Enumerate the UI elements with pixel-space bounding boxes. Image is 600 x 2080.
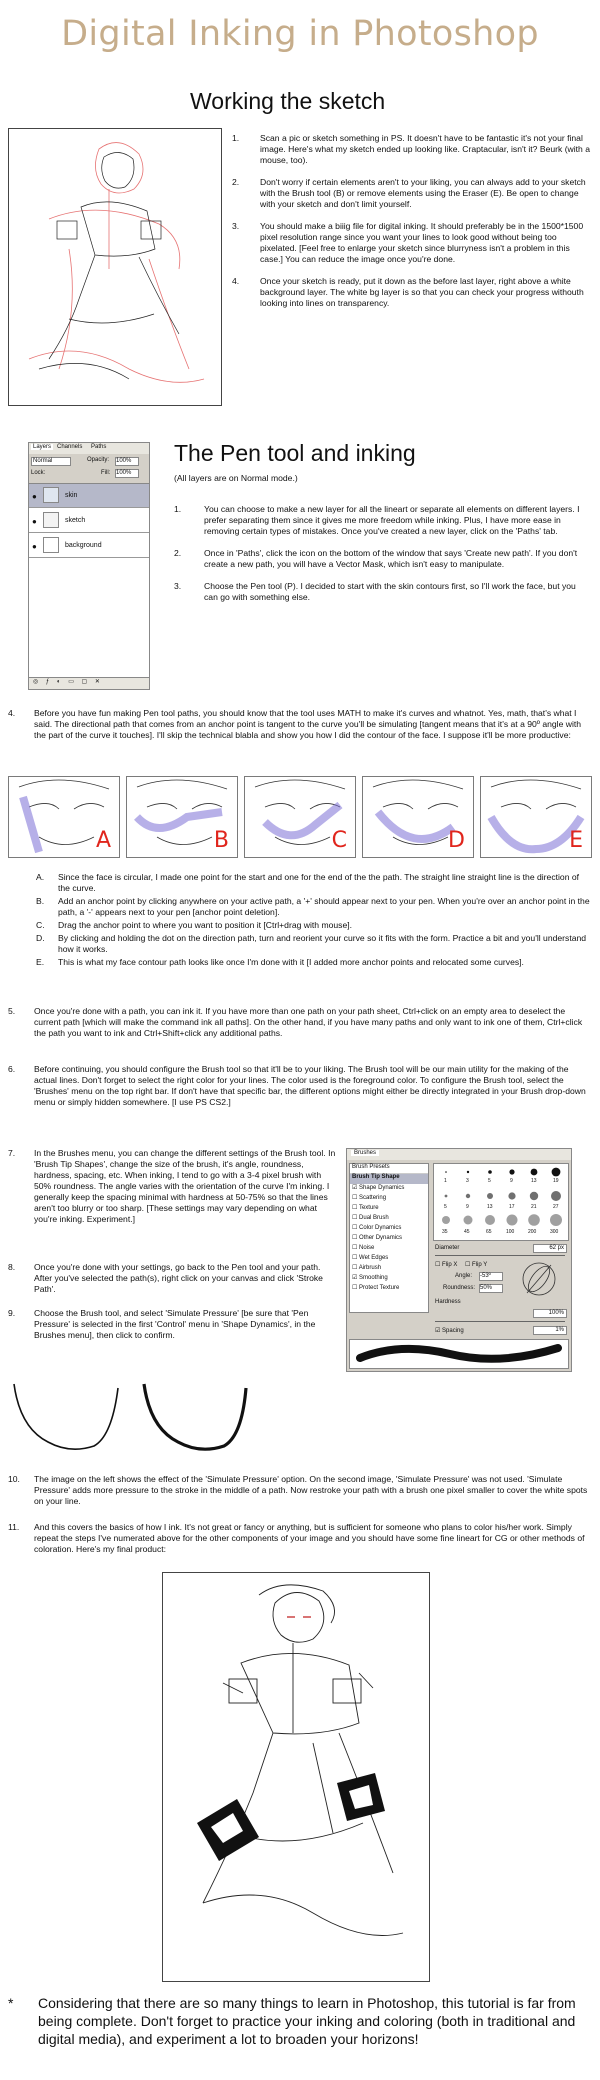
noise-item[interactable]: ☐ Noise xyxy=(352,1245,375,1251)
color-dynamics-item[interactable]: ☐ Color Dynamics xyxy=(352,1225,402,1231)
step-10 xyxy=(8,1474,592,1507)
tab-brushes[interactable]: Brushes xyxy=(351,1150,379,1156)
step-number: 4. xyxy=(232,276,240,286)
step-text: And this covers the basics of how I ink. It's not great or fancy or anything, but is sufficient for someone who plans to color his/her work. Simply repeat the steps I've numerated above for the other components of your image and you should have some fine lineart for CG or other methods of coloration. Here's my final product: xyxy=(34,1522,585,1554)
layer-thumbnail xyxy=(43,487,59,503)
flip-x-checkbox[interactable]: ☐ Flip X xyxy=(435,1262,458,1268)
brush-angle-control[interactable] xyxy=(521,1261,557,1297)
layer-name: background xyxy=(65,542,102,549)
step-text: Scan a pic or sketch something in PS. It doesn't have to be fantastic it's not your final image. Here's what my sketch ended up looking like. Craptacular, isn't it? Beurk (with a mouse, too). xyxy=(260,133,590,165)
sub-step-letter: C. xyxy=(36,920,45,930)
diameter-input[interactable]: 62 px xyxy=(533,1244,567,1253)
spacing-input[interactable]: 1% xyxy=(533,1326,567,1335)
sub-step-e xyxy=(36,957,592,968)
strip-panel-b xyxy=(126,776,238,858)
pen-step-2 xyxy=(174,548,592,570)
option-label: Wet Edges xyxy=(359,1255,389,1261)
step-number: 10. xyxy=(8,1474,20,1484)
opacity-input[interactable]: 100% xyxy=(115,457,139,466)
sub-step-letter: E. xyxy=(36,957,45,967)
strip-letter-a: A xyxy=(95,828,111,853)
roundness-input[interactable]: 50% xyxy=(479,1284,503,1293)
strip-letter-e: E xyxy=(569,828,583,853)
step-text: Don't worry if certain elements aren't to your liking, you can always add to your sketch with the Brush tool (B) or remove elements using the Eraser (E). Be open to change with your sketch and don't limit yourself. xyxy=(260,177,586,209)
sub-step-b xyxy=(36,896,592,918)
protect-texture-item[interactable]: ☐ Protect Texture xyxy=(352,1285,400,1291)
option-label: Color Dynamics xyxy=(359,1225,402,1231)
layers-list xyxy=(29,483,149,679)
step-6 xyxy=(8,1064,592,1108)
strip-letter-c: C xyxy=(331,828,347,853)
pen-note: (All layers are on Normal mode.) xyxy=(174,473,298,483)
angle-label: Angle: xyxy=(455,1273,473,1279)
panel-footer-icons[interactable]: ◎ ƒ ◐ ▭ ▢ ✕ xyxy=(33,679,103,685)
step-text: Choose the Brush tool, and select 'Simulate Pressure' [be sure that 'Pen Pressure' is selected in the first 'Control' menu in 'Shape Dynamics', in the Brushes menu], then click to confirm. xyxy=(34,1308,316,1340)
strip-panel-c xyxy=(244,776,356,858)
bullet: * xyxy=(8,1995,14,2011)
step-number: 4. xyxy=(8,708,16,718)
step-text: You can choose to make a new layer for all the lineart or separate all elements on different layers. I prefer separating them since it gives me more freedom while inking. Plus, I have more ease in removing certain types of mistakes. Once you've created a new layer, click on the 'Paths' tab. xyxy=(204,504,580,536)
final-note-text: Considering that there are so many things to learn in Photoshop, this tutorial is far from being complete. Don't forget to practice your inking and coloring (both in traditional and digital media), and experiment a lot to broaden your horizons! xyxy=(38,1995,576,2047)
brush-size-label: 200 xyxy=(528,1229,537,1235)
layer-row-skin[interactable] xyxy=(29,484,149,508)
brush-size-label: 9 xyxy=(466,1204,469,1210)
tab-channels[interactable]: Channels xyxy=(57,444,83,450)
stroke-comparison xyxy=(8,1380,248,1464)
stroke-without-pressure xyxy=(144,1384,246,1449)
step-4 xyxy=(8,708,592,741)
step-7 xyxy=(8,1148,340,1225)
spacing-label: Spacing xyxy=(442,1328,464,1334)
option-label: Shape Dynamics xyxy=(359,1185,405,1191)
tab-layers[interactable]: Layers xyxy=(33,444,52,450)
fill-label: Fill: xyxy=(101,470,111,476)
step-text: You should make a biiig file for digital inking. It should preferably be in the 1500*1500 pixel resolution range since you want your lines to look good without being too pixelated. [Feel free to enlarge your sketch since blurryness isn't a problem in this case.] You can reduce the image once you're done. xyxy=(260,221,584,264)
roundness-label: Roundness: xyxy=(443,1285,476,1291)
brush-size-label: 300 xyxy=(550,1229,559,1235)
layer-row-background[interactable] xyxy=(29,534,149,558)
step-number: 8. xyxy=(8,1262,16,1272)
step-number: 1. xyxy=(174,504,182,514)
page-title: Digital Inking in Photoshop xyxy=(61,14,539,54)
strip-panel-e xyxy=(480,776,592,858)
brush-size-label: 13 xyxy=(487,1204,493,1210)
opacity-label: Opacity: xyxy=(87,457,110,463)
sketch-step-3 xyxy=(232,221,592,265)
sketch-step-1 xyxy=(232,133,592,166)
option-label: Texture xyxy=(358,1205,379,1211)
option-label: Smoothing xyxy=(359,1275,388,1281)
step-number: 7. xyxy=(8,1148,16,1158)
final-note xyxy=(8,1994,592,2048)
lock-label: Lock: xyxy=(31,470,46,476)
brush-size-label: 100 xyxy=(506,1229,515,1235)
step-9 xyxy=(8,1308,340,1341)
brush-size-label: 19 xyxy=(553,1178,559,1184)
brush-size-label: 27 xyxy=(553,1204,559,1210)
option-label: Scattering xyxy=(359,1195,387,1201)
step-text: Once your sketch is ready, put it down as the before last layer, right above a white background layer. The white bg layer is so that you can check your progress withouth looking into lines on transparency. xyxy=(260,276,584,308)
section-heading-pen: The Pen tool and inking xyxy=(174,440,416,466)
fill-input[interactable]: 100% xyxy=(115,469,139,478)
other-dynamics-item[interactable]: ☐ Other Dynamics xyxy=(352,1235,403,1241)
step-number: 6. xyxy=(8,1064,16,1074)
layer-name: skin xyxy=(65,492,78,499)
layers-panel xyxy=(28,442,150,690)
sketch-steps xyxy=(232,133,592,309)
step-11 xyxy=(8,1522,592,1555)
airbrush-item[interactable]: ☐ Airbrush xyxy=(352,1265,382,1271)
sub-step-d xyxy=(36,933,592,955)
step-number: 3. xyxy=(232,221,240,231)
brush-size-label: 65 xyxy=(486,1229,492,1235)
strip-panel-d xyxy=(362,776,474,858)
eye-icon[interactable]: ● xyxy=(32,492,37,501)
pen-steps xyxy=(174,504,592,603)
layers-panel-tabs xyxy=(29,443,149,454)
flip-y-label: Flip Y xyxy=(472,1262,488,1268)
sub-step-a xyxy=(36,872,592,894)
diameter-slider[interactable] xyxy=(435,1255,565,1256)
diameter-label: Diameter xyxy=(435,1245,460,1251)
step-number: 5. xyxy=(8,1006,16,1016)
step-number: 11. xyxy=(8,1522,20,1532)
sketch-step-4 xyxy=(232,276,592,309)
step-number: 9. xyxy=(8,1308,16,1318)
eye-icon[interactable]: ● xyxy=(32,517,37,526)
path-sub-steps xyxy=(36,872,592,968)
step-text: Once you're done with a path, you can ink it. If you have more than one path on your path sheet, Ctrl+click on an empty area to deselect the current path [which will make the command ink all paths]. On the other hand, if you have many paths and only want to ink one of them, Ctrl+click the path you want to ink and Ctrl+Shift+click any additional paths. xyxy=(34,1006,583,1038)
brush-tip-grid[interactable] xyxy=(433,1163,569,1241)
tab-paths[interactable]: Paths xyxy=(91,444,107,450)
texture-item[interactable]: ☐ Texture xyxy=(352,1205,379,1211)
blend-mode-select[interactable]: Normal xyxy=(31,457,71,466)
layer-thumbnail xyxy=(43,512,59,528)
brush-size-label: 45 xyxy=(464,1229,470,1235)
step-8 xyxy=(8,1262,340,1295)
hardness-input[interactable]: 100% xyxy=(533,1309,567,1318)
layer-row-sketch[interactable] xyxy=(29,509,149,533)
brush-settings-list xyxy=(349,1163,429,1313)
strip-letter-d: D xyxy=(448,828,465,853)
step-text: In the Brushes menu, you can change the different settings of the Brush tool. In 'Brush Tip Shapes', change the size of the brush, it's angle, roundness, hardness, spacing, etc. When inking, I tend to go with a 3-4 pixel brush with 50% roundness. The angle varies with the orientation of the curve I'm inking. I generally keep the spacing minimal with hardness at 50-75% so that the lines aren't too blurry or too sharp. [These settings may vary depending on what you're inking. Experiment.] xyxy=(34,1148,336,1224)
sketch-image xyxy=(8,128,222,406)
strip-panel-a xyxy=(8,776,120,858)
step-5 xyxy=(8,1006,592,1039)
step-number: 2. xyxy=(232,177,240,187)
sub-step-text: Since the face is circular, I made one point for the start and one for the end of the the path. The straight line straight line is the direction of the curve. xyxy=(58,872,580,893)
brush-size-label: 5 xyxy=(444,1204,447,1210)
dual-brush-item[interactable]: ☐ Dual Brush xyxy=(352,1215,389,1221)
strip-letter-b: B xyxy=(213,828,229,853)
step-text: Once in 'Paths', click the icon on the bottom of the window that says 'Create new path'. If you don't create a new path, you will have a Vector Mask, which isn't easy to manipulate. xyxy=(204,548,578,569)
brush-size-label: 17 xyxy=(509,1204,515,1210)
brush-stroke-preview xyxy=(349,1339,569,1369)
option-label: Noise xyxy=(359,1245,375,1251)
eye-icon[interactable]: ● xyxy=(32,542,37,551)
final-lineart-image xyxy=(162,1572,430,1982)
hardness-label: Hardness xyxy=(435,1299,461,1305)
step-number: 1. xyxy=(232,133,240,143)
step-number: 3. xyxy=(174,581,182,591)
brushes-panel xyxy=(346,1148,572,1372)
path-steps-strip xyxy=(8,776,592,858)
layer-name: sketch xyxy=(65,517,86,524)
scattering-item[interactable]: ☐ Scattering xyxy=(352,1195,387,1201)
sketch-step-2 xyxy=(232,177,592,210)
sub-step-letter: B. xyxy=(36,896,45,906)
option-label: Protect Texture xyxy=(359,1285,400,1291)
step-text: The image on the left shows the effect of the 'Simulate Pressure' option. On the second image, 'Simulate Pressure' was not used. 'Simulate Pressure' adds more pressure to the stroke in the middle of a path. Now restroke your path with a brush one pixel smaller to cover the white spots on your line. xyxy=(34,1474,588,1506)
pen-step-3 xyxy=(174,581,592,603)
sub-step-letter: D. xyxy=(36,933,45,943)
brush-size-label: 35 xyxy=(442,1229,448,1235)
layers-panel-footer xyxy=(29,677,149,689)
sub-step-c xyxy=(36,920,592,931)
step-text: Before you have fun making Pen tool paths, you should know that the tool uses MATH to make it's curves and whatnot. Yes, math, that's what I said. The directional path that comes from an anchor point is tangent to the curve you'll be simulating [tangent means that it's at a 90º angle with the part of the curve it touches]. I'll skip the technical blabla and show you how I did the contour of the face. I suppose it'll be more productive: xyxy=(34,708,582,740)
brush-size-label: 3 xyxy=(466,1178,469,1184)
sub-step-letter: A. xyxy=(36,872,45,882)
sub-step-text: Add an anchor point by clicking anywhere on your active path, a '+' should appear next to your pen. When you're over an anchor point in the path, a '-' appears next to your pen [anchor point deletion]. xyxy=(58,896,590,917)
step-text: Before continuing, you should configure the Brush tool so that it'll be to your liking. The Brush tool will be our main utility for the making of the actual lines. Don't forget to select the right color for your lines. The color used is the foreground color. To configure the Brush tool, select the 'Brushes' menu on the top right bar. If don't have that specific bar, the different options might either be directly integrated in your Brush drop-down menu or simply hidden somewhere. [I use PS CS2.] xyxy=(34,1064,586,1107)
brushes-panel-tab xyxy=(347,1149,571,1160)
brush-size-label: 21 xyxy=(531,1204,537,1210)
flip-x-label: Flip X xyxy=(442,1262,458,1268)
shape-dynamics-item[interactable]: ☑ Shape Dynamics xyxy=(352,1185,405,1191)
wet-edges-item[interactable]: ☐ Wet Edges xyxy=(352,1255,389,1261)
angle-input[interactable]: -53º xyxy=(479,1272,503,1281)
smoothing-item[interactable]: ☑ Smoothing xyxy=(352,1275,388,1281)
brush-tip-shape-item[interactable]: Brush Tip Shape xyxy=(350,1174,428,1184)
brush-size-label: 9 xyxy=(510,1178,513,1184)
flip-y-checkbox[interactable]: ☐ Flip Y xyxy=(465,1262,488,1268)
sub-step-text: By clicking and holding the dot on the direction path, turn and reorient your curve so it fits with the form. Practice a bit and you'll understand how it works. xyxy=(58,933,587,954)
step-text: Choose the Pen tool (P). I decided to start with the skin contours first, so I'll work the face, but you can go with something else. xyxy=(204,581,576,602)
spacing-checkbox[interactable]: ☑ Spacing xyxy=(435,1328,464,1334)
brush-size-label: 13 xyxy=(531,1178,537,1184)
brush-size-label: 1 xyxy=(444,1178,447,1184)
option-label: Dual Brush xyxy=(359,1215,389,1221)
option-label: Other Dynamics xyxy=(359,1235,403,1241)
step-number: 2. xyxy=(174,548,182,558)
sub-step-text: Drag the anchor point to where you want to position it [Ctrl+drag with mouse]. xyxy=(58,920,353,930)
pen-step-1 xyxy=(174,504,592,537)
option-label: Airbrush xyxy=(358,1265,382,1271)
brush-size-label: 5 xyxy=(488,1178,491,1184)
sub-step-text: This is what my face contour path looks like once I'm done with it [I added more anchor points and relocated some curves]. xyxy=(58,957,524,967)
stroke-simulated-pressure xyxy=(14,1384,118,1449)
hardness-slider[interactable] xyxy=(435,1321,565,1322)
step-text: Once you're done with your settings, go back to the Pen tool and your path. After you've selected the path(s), right click on your canvas and click 'Stroke Path'. xyxy=(34,1262,323,1294)
layer-thumbnail xyxy=(43,537,59,553)
brush-presets-item[interactable]: Brush Presets xyxy=(350,1164,428,1174)
section-heading-sketch: Working the sketch xyxy=(190,88,386,114)
